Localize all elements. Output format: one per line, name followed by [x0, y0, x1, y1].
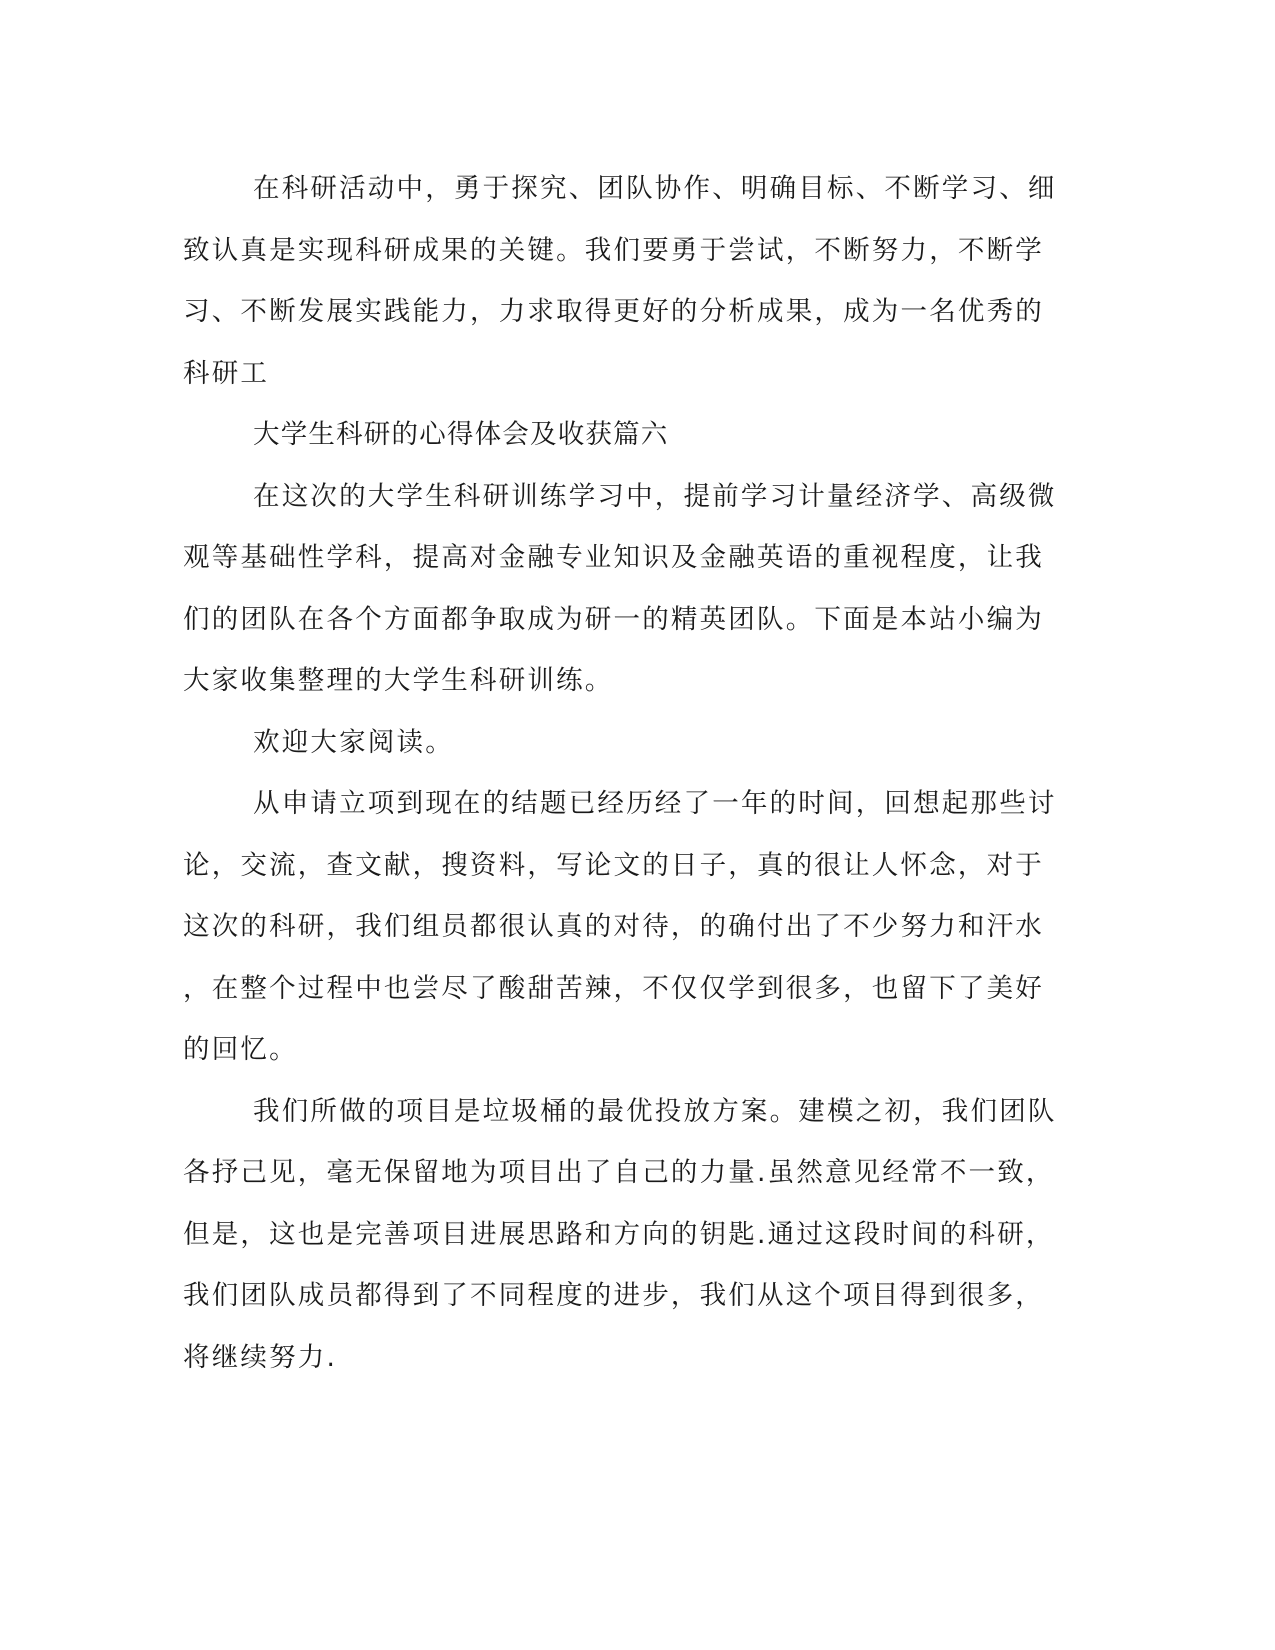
- text-line: 的回忆。: [183, 1034, 298, 1065]
- paragraph-2: [183, 466, 1057, 712]
- text-line: 欢迎大家阅读。: [253, 726, 454, 758]
- text-line: 各抒己见，毫无保留地为项目出了自己的力量.虽然意见经常不一致，: [183, 1157, 1055, 1188]
- text-line: 但是，这也是完善项目进展思路和方向的钥匙.通过这段时间的科研，: [183, 1218, 1055, 1250]
- paragraph-1: [183, 158, 1057, 404]
- section-heading: [183, 404, 1043, 466]
- paragraph-4: [183, 773, 1057, 1081]
- text-line: 从申请立项到现在的结题已经历经了一年的时间，回想起那些讨: [253, 788, 1057, 819]
- text-line: 论，交流，查文献，搜资料，写论文的日子，真的很让人怀念，对于: [183, 849, 1044, 881]
- text-line: 这次的科研，我们组员都很认真的对待，的确付出了不少努力和汗水: [183, 911, 1044, 942]
- paragraph-5: [183, 1081, 1057, 1389]
- text-line: 们的团队在各个方面都争取成为研一的精英团队。下面是本站小编为: [183, 603, 1044, 635]
- text-line: 在科研活动中，勇于探究、团队协作、明确目标、不断学习、细: [253, 173, 1057, 204]
- text-line: ，在整个过程中也尝尽了酸甜苦辣，不仅仅学到很多，也留下了美好: [183, 972, 1044, 1004]
- text-line: 在这次的大学生科研训练学习中，提前学习计量经济学、高级微: [253, 480, 1057, 512]
- text-line: 习、不断发展实践能力，力求取得更好的分析成果，成为一名优秀的: [183, 296, 1044, 327]
- text-line: 我们团队成员都得到了不同程度的进步，我们从这个项目得到很多，: [183, 1280, 1044, 1311]
- text-line: 大家收集整理的大学生科研训练。: [183, 665, 614, 696]
- text-line: 致认真是实现科研成果的关键。我们要勇于尝试，不断努力，不断学: [183, 234, 1044, 266]
- paragraph-3: [183, 712, 1043, 774]
- document-body: [183, 158, 1057, 1388]
- text-line: 大学生科研的心得体会及收获篇六: [253, 419, 669, 450]
- text-line: 科研工: [183, 357, 270, 389]
- text-line: 观等基础性学科，提高对金融专业知识及金融英语的重视程度，让我: [183, 542, 1044, 573]
- text-line: 将继续努力.: [183, 1341, 338, 1373]
- text-line: 我们所做的项目是垃圾桶的最优投放方案。建模之初，我们团队: [253, 1095, 1057, 1127]
